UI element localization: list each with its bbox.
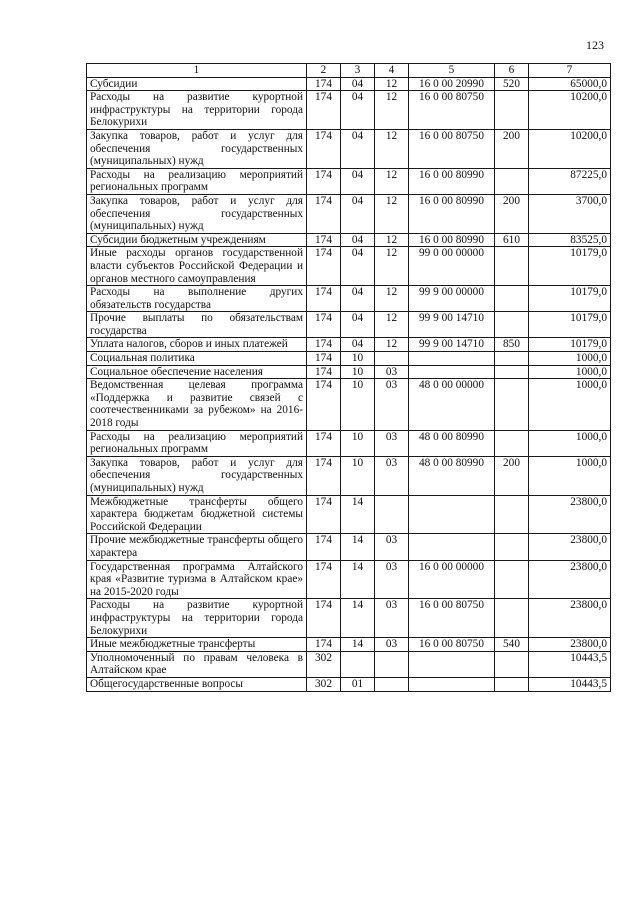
subsection-code: 12 — [375, 312, 409, 338]
subsection-code: 12 — [375, 233, 409, 247]
target-article-code: 16 0 00 80750 — [409, 91, 495, 130]
table-row — [87, 312, 611, 338]
target-article-code — [409, 677, 495, 691]
table-row — [87, 495, 611, 534]
section-code: 04 — [341, 77, 375, 91]
ministry-code: 174 — [307, 365, 341, 379]
target-article-code — [409, 365, 495, 379]
row-name: Расходы на развитие курортной инфраструктуры на территории города Белокурихи — [87, 599, 307, 638]
column-header-name: 1 — [87, 64, 307, 78]
page-number: 123 — [586, 38, 604, 52]
ministry-code: 174 — [307, 456, 341, 495]
ministry-code: 174 — [307, 77, 341, 91]
target-article-code: 16 0 00 20990 — [409, 77, 495, 91]
table-row — [87, 77, 611, 91]
section-code: 10 — [341, 365, 375, 379]
table-row — [87, 677, 611, 691]
section-code: 14 — [341, 599, 375, 638]
table-row — [87, 430, 611, 456]
subsection-code: 03 — [375, 638, 409, 652]
column-header-target-article: 5 — [409, 64, 495, 78]
expense-type-code — [495, 247, 529, 286]
section-code: 04 — [341, 91, 375, 130]
amount: 1000,0 — [529, 430, 611, 456]
subsection-code: 12 — [375, 286, 409, 312]
ministry-code: 174 — [307, 247, 341, 286]
subsection-code: 12 — [375, 247, 409, 286]
amount: 10179,0 — [529, 338, 611, 352]
expense-type-code — [495, 534, 529, 560]
target-article-code: 16 0 00 80990 — [409, 168, 495, 194]
subsection-code: 03 — [375, 430, 409, 456]
table-row — [87, 194, 611, 233]
ministry-code: 174 — [307, 379, 341, 430]
ministry-code: 174 — [307, 338, 341, 352]
row-name: Расходы на выполнение других обязательств государства — [87, 286, 307, 312]
row-name: Субсидии — [87, 77, 307, 91]
target-article-code — [409, 651, 495, 677]
amount: 87225,0 — [529, 168, 611, 194]
row-name: Расходы на реализацию мероприятий региональных программ — [87, 168, 307, 194]
ministry-code: 174 — [307, 352, 341, 366]
ministry-code: 174 — [307, 233, 341, 247]
section-code: 04 — [341, 194, 375, 233]
table-row — [87, 338, 611, 352]
amount: 10200,0 — [529, 91, 611, 130]
row-name: Общегосударственные вопросы — [87, 677, 307, 691]
subsection-code: 12 — [375, 338, 409, 352]
row-name: Государственная программа Алтайского края «Развитие туризма в Алтайском крае» на 2015-2020 годы — [87, 560, 307, 599]
expense-type-code — [495, 379, 529, 430]
amount: 10443,5 — [529, 677, 611, 691]
target-article-code: 99 9 00 14710 — [409, 338, 495, 352]
target-article-code — [409, 534, 495, 560]
row-name: Социальное обеспечение населения — [87, 365, 307, 379]
expense-type-code: 200 — [495, 194, 529, 233]
expense-type-code — [495, 286, 529, 312]
expense-type-code — [495, 168, 529, 194]
expense-type-code: 200 — [495, 129, 529, 168]
target-article-code: 48 0 00 80990 — [409, 456, 495, 495]
table-row — [87, 560, 611, 599]
row-name: Ведомственная целевая программа «Поддержка и развитие связей с соотечественниками за рубежом» на 2016-2018 годы — [87, 379, 307, 430]
section-code: 10 — [341, 430, 375, 456]
column-header-expense-type: 6 — [495, 64, 529, 78]
ministry-code: 174 — [307, 129, 341, 168]
table-row — [87, 651, 611, 677]
row-name: Социальная политика — [87, 352, 307, 366]
row-name: Прочие межбюджетные трансферты общего характера — [87, 534, 307, 560]
row-name: Уплата налогов, сборов и иных платежей — [87, 338, 307, 352]
target-article-code: 48 0 00 80990 — [409, 430, 495, 456]
target-article-code: 16 0 00 80990 — [409, 233, 495, 247]
expense-type-code — [495, 677, 529, 691]
section-code: 04 — [341, 233, 375, 247]
expense-type-code: 850 — [495, 338, 529, 352]
subsection-code — [375, 495, 409, 534]
table-row — [87, 599, 611, 638]
column-header-ministry: 2 — [307, 64, 341, 78]
amount: 23800,0 — [529, 560, 611, 599]
target-article-code — [409, 352, 495, 366]
ministry-code: 174 — [307, 599, 341, 638]
ministry-code: 174 — [307, 286, 341, 312]
expense-type-code — [495, 312, 529, 338]
subsection-code: 03 — [375, 560, 409, 599]
target-article-code: 99 0 00 00000 — [409, 247, 495, 286]
table-row — [87, 379, 611, 430]
row-name: Межбюджетные трансферты общего характера бюджетам бюджетной системы Российской Федерации — [87, 495, 307, 534]
expense-type-code — [495, 560, 529, 599]
table-row — [87, 233, 611, 247]
subsection-code: 03 — [375, 379, 409, 430]
ministry-code: 174 — [307, 534, 341, 560]
table-row — [87, 352, 611, 366]
subsection-code: 03 — [375, 456, 409, 495]
section-code: 14 — [341, 534, 375, 560]
table-row — [87, 247, 611, 286]
target-article-code: 16 0 00 80750 — [409, 638, 495, 652]
subsection-code — [375, 651, 409, 677]
target-article-code: 99 9 00 14710 — [409, 312, 495, 338]
column-header-amount: 7 — [529, 64, 611, 78]
target-article-code — [409, 495, 495, 534]
row-name: Иные расходы органов государственной власти субъектов Российской Федерации и органов местного самоуправления — [87, 247, 307, 286]
amount: 1000,0 — [529, 456, 611, 495]
section-code: 10 — [341, 379, 375, 430]
expense-type-code — [495, 91, 529, 130]
table-row — [87, 365, 611, 379]
amount: 83525,0 — [529, 233, 611, 247]
expense-type-code: 540 — [495, 638, 529, 652]
table-row — [87, 456, 611, 495]
section-code: 10 — [341, 352, 375, 366]
table-row — [87, 286, 611, 312]
subsection-code: 03 — [375, 534, 409, 560]
expense-type-code: 200 — [495, 456, 529, 495]
section-code: 14 — [341, 638, 375, 652]
amount: 23800,0 — [529, 638, 611, 652]
amount: 10200,0 — [529, 129, 611, 168]
row-name: Иные межбюджетные трансферты — [87, 638, 307, 652]
row-name: Уполномоченный по правам человека в Алтайском крае — [87, 651, 307, 677]
row-name: Закупка товаров, работ и услуг для обеспечения государственных (муниципальных) нужд — [87, 129, 307, 168]
target-article-code: 16 0 00 80990 — [409, 194, 495, 233]
ministry-code: 174 — [307, 495, 341, 534]
section-code: 14 — [341, 495, 375, 534]
amount: 10179,0 — [529, 247, 611, 286]
amount: 1000,0 — [529, 365, 611, 379]
target-article-code: 16 0 00 80750 — [409, 599, 495, 638]
expense-type-code — [495, 599, 529, 638]
subsection-code: 12 — [375, 77, 409, 91]
ministry-code: 174 — [307, 312, 341, 338]
ministry-code: 174 — [307, 430, 341, 456]
ministry-code: 174 — [307, 560, 341, 599]
table-row — [87, 534, 611, 560]
table-row — [87, 129, 611, 168]
row-name: Прочие выплаты по обязательствам государства — [87, 312, 307, 338]
target-article-code: 16 0 00 80750 — [409, 129, 495, 168]
amount: 23800,0 — [529, 495, 611, 534]
row-name: Расходы на развитие курортной инфраструктуры на территории города Белокурихи — [87, 91, 307, 130]
expense-type-code — [495, 430, 529, 456]
row-name: Субсидии бюджетным учреждениям — [87, 233, 307, 247]
section-code: 01 — [341, 677, 375, 691]
amount: 23800,0 — [529, 599, 611, 638]
amount: 10179,0 — [529, 312, 611, 338]
ministry-code: 174 — [307, 168, 341, 194]
subsection-code: 12 — [375, 194, 409, 233]
ministry-code: 174 — [307, 638, 341, 652]
table-row — [87, 91, 611, 130]
column-header-subsection: 4 — [375, 64, 409, 78]
table-row — [87, 168, 611, 194]
subsection-code: 03 — [375, 365, 409, 379]
row-name: Расходы на реализацию мероприятий региональных программ — [87, 430, 307, 456]
subsection-code — [375, 352, 409, 366]
section-code: 04 — [341, 286, 375, 312]
target-article-code: 99 9 00 00000 — [409, 286, 495, 312]
expense-type-code: 520 — [495, 77, 529, 91]
ministry-code: 302 — [307, 677, 341, 691]
subsection-code — [375, 677, 409, 691]
table-header-row — [87, 64, 611, 78]
column-header-section: 3 — [341, 64, 375, 78]
expense-type-code — [495, 495, 529, 534]
budget-table — [86, 63, 611, 692]
amount: 65000,0 — [529, 77, 611, 91]
table-row — [87, 638, 611, 652]
subsection-code: 12 — [375, 129, 409, 168]
ministry-code: 302 — [307, 651, 341, 677]
expense-type-code — [495, 365, 529, 379]
amount: 10179,0 — [529, 286, 611, 312]
expense-type-code: 610 — [495, 233, 529, 247]
section-code: 04 — [341, 168, 375, 194]
target-article-code: 16 0 00 00000 — [409, 560, 495, 599]
amount: 10443,5 — [529, 651, 611, 677]
ministry-code: 174 — [307, 194, 341, 233]
section-code: 14 — [341, 560, 375, 599]
table-body — [87, 77, 611, 691]
section-code: 10 — [341, 456, 375, 495]
section-code: 04 — [341, 247, 375, 286]
subsection-code: 12 — [375, 168, 409, 194]
target-article-code: 48 0 00 00000 — [409, 379, 495, 430]
amount: 1000,0 — [529, 379, 611, 430]
section-code — [341, 651, 375, 677]
subsection-code: 03 — [375, 599, 409, 638]
ministry-code: 174 — [307, 91, 341, 130]
expense-type-code — [495, 651, 529, 677]
row-name: Закупка товаров, работ и услуг для обеспечения государственных (муниципальных) нужд — [87, 456, 307, 495]
section-code: 04 — [341, 338, 375, 352]
amount: 1000,0 — [529, 352, 611, 366]
amount: 23800,0 — [529, 534, 611, 560]
amount: 3700,0 — [529, 194, 611, 233]
expense-type-code — [495, 352, 529, 366]
section-code: 04 — [341, 129, 375, 168]
section-code: 04 — [341, 312, 375, 338]
row-name: Закупка товаров, работ и услуг для обеспечения государственных (муниципальных) нужд — [87, 194, 307, 233]
subsection-code: 12 — [375, 91, 409, 130]
